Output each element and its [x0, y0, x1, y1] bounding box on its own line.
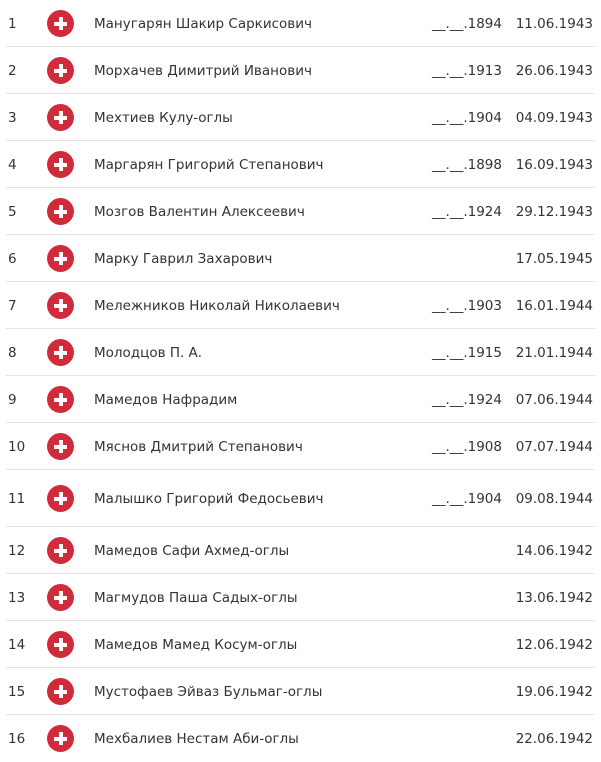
person-name[interactable]: Мозгов Валентин Алексеевич [94, 203, 305, 220]
death-date: 22.06.1942 [515, 730, 593, 747]
birth-date: __.__.1915 [432, 344, 502, 361]
table-row[interactable] [0, 141, 601, 188]
table-row[interactable] [0, 621, 601, 668]
record-number: 13 [8, 589, 26, 606]
person-name[interactable]: Мамедов Сафи Ахмед-оглы [94, 542, 290, 559]
birth-date: __.__.1908 [432, 438, 502, 455]
record-number: 6 [8, 250, 17, 267]
person-name[interactable]: Маргарян Григорий Степанович [94, 156, 324, 173]
person-name[interactable]: Магмудов Паша Садых-оглы [94, 589, 298, 606]
person-name[interactable]: Мамедов Нафрадим [94, 391, 238, 408]
table-row[interactable] [0, 423, 601, 470]
record-number: 5 [8, 203, 17, 220]
table-row[interactable] [0, 47, 601, 94]
record-number: 10 [8, 438, 26, 455]
table-row[interactable] [0, 470, 601, 527]
birth-date: __.__.1904 [432, 490, 502, 507]
record-number: 7 [8, 297, 17, 314]
red-cross-icon[interactable] [47, 245, 74, 272]
death-date: 13.06.1942 [515, 589, 593, 606]
table-row[interactable] [0, 188, 601, 235]
red-cross-icon[interactable] [47, 386, 74, 413]
birth-date: __.__.1894 [432, 15, 502, 32]
person-name[interactable]: Молодцов П. А. [94, 344, 203, 361]
person-name[interactable]: Мележников Николай Николаевич [94, 297, 340, 314]
death-date: 19.06.1942 [515, 683, 593, 700]
red-cross-icon[interactable] [47, 584, 74, 611]
record-number: 3 [8, 109, 17, 126]
red-cross-icon[interactable] [47, 57, 74, 84]
person-name[interactable]: Мамедов Мамед Косум-оглы [94, 636, 298, 653]
record-number: 2 [8, 62, 17, 79]
table-row[interactable] [0, 376, 601, 423]
person-name[interactable]: Мехтиев Кулу-оглы [94, 109, 233, 126]
record-number: 15 [8, 683, 26, 700]
record-number: 8 [8, 344, 17, 361]
red-cross-icon[interactable] [47, 485, 74, 512]
death-date: 09.08.1944 [515, 490, 593, 507]
death-date: 17.05.1945 [515, 250, 593, 267]
birth-date: __.__.1913 [432, 62, 502, 79]
person-name[interactable]: Мяснов Дмитрий Степанович [94, 438, 303, 455]
person-name[interactable]: Морхачев Димитрий Иванович [94, 62, 312, 79]
table-row[interactable] [0, 94, 601, 141]
person-name[interactable]: Манугарян Шакир Саркисович [94, 15, 312, 32]
record-number: 4 [8, 156, 17, 173]
record-number: 1 [8, 15, 17, 32]
table-row[interactable] [0, 668, 601, 715]
person-name[interactable]: Мехбалиев Нестам Аби-оглы [94, 730, 299, 747]
red-cross-icon[interactable] [47, 678, 74, 705]
table-row[interactable] [0, 715, 601, 762]
death-date: 21.01.1944 [515, 344, 593, 361]
red-cross-icon[interactable] [47, 198, 74, 225]
table-row[interactable] [0, 0, 601, 47]
red-cross-icon[interactable] [47, 339, 74, 366]
birth-date: __.__.1924 [432, 391, 502, 408]
record-number: 16 [8, 730, 26, 747]
table-row[interactable] [0, 574, 601, 621]
red-cross-icon[interactable] [47, 10, 74, 37]
birth-date: __.__.1898 [432, 156, 502, 173]
death-date: 29.12.1943 [515, 203, 593, 220]
person-name[interactable]: Мустофаев Эйваз Бульмаг-оглы [94, 683, 323, 700]
table-row[interactable] [0, 527, 601, 574]
person-name[interactable]: Марку Гаврил Захарович [94, 250, 273, 267]
red-cross-icon[interactable] [47, 537, 74, 564]
death-date: 16.09.1943 [515, 156, 593, 173]
table-row[interactable] [0, 329, 601, 376]
death-date: 12.06.1942 [515, 636, 593, 653]
death-date: 14.06.1942 [515, 542, 593, 559]
death-date: 04.09.1943 [515, 109, 593, 126]
death-date: 26.06.1943 [515, 62, 593, 79]
record-number: 11 [8, 490, 26, 507]
red-cross-icon[interactable] [47, 631, 74, 658]
red-cross-icon[interactable] [47, 104, 74, 131]
birth-date: __.__.1904 [432, 109, 502, 126]
birth-date: __.__.1903 [432, 297, 502, 314]
record-number: 9 [8, 391, 17, 408]
death-date: 11.06.1943 [515, 15, 593, 32]
person-name[interactable]: Малышко Григорий Федосьевич [94, 490, 324, 507]
death-date: 16.01.1944 [515, 297, 593, 314]
record-number: 12 [8, 542, 26, 559]
death-date: 07.06.1944 [515, 391, 593, 408]
death-date: 07.07.1944 [515, 438, 593, 455]
table-row[interactable] [0, 235, 601, 282]
red-cross-icon[interactable] [47, 151, 74, 178]
table-row[interactable] [0, 282, 601, 329]
record-number: 14 [8, 636, 26, 653]
birth-date: __.__.1924 [432, 203, 502, 220]
red-cross-icon[interactable] [47, 292, 74, 319]
red-cross-icon[interactable] [47, 725, 74, 752]
red-cross-icon[interactable] [47, 433, 74, 460]
